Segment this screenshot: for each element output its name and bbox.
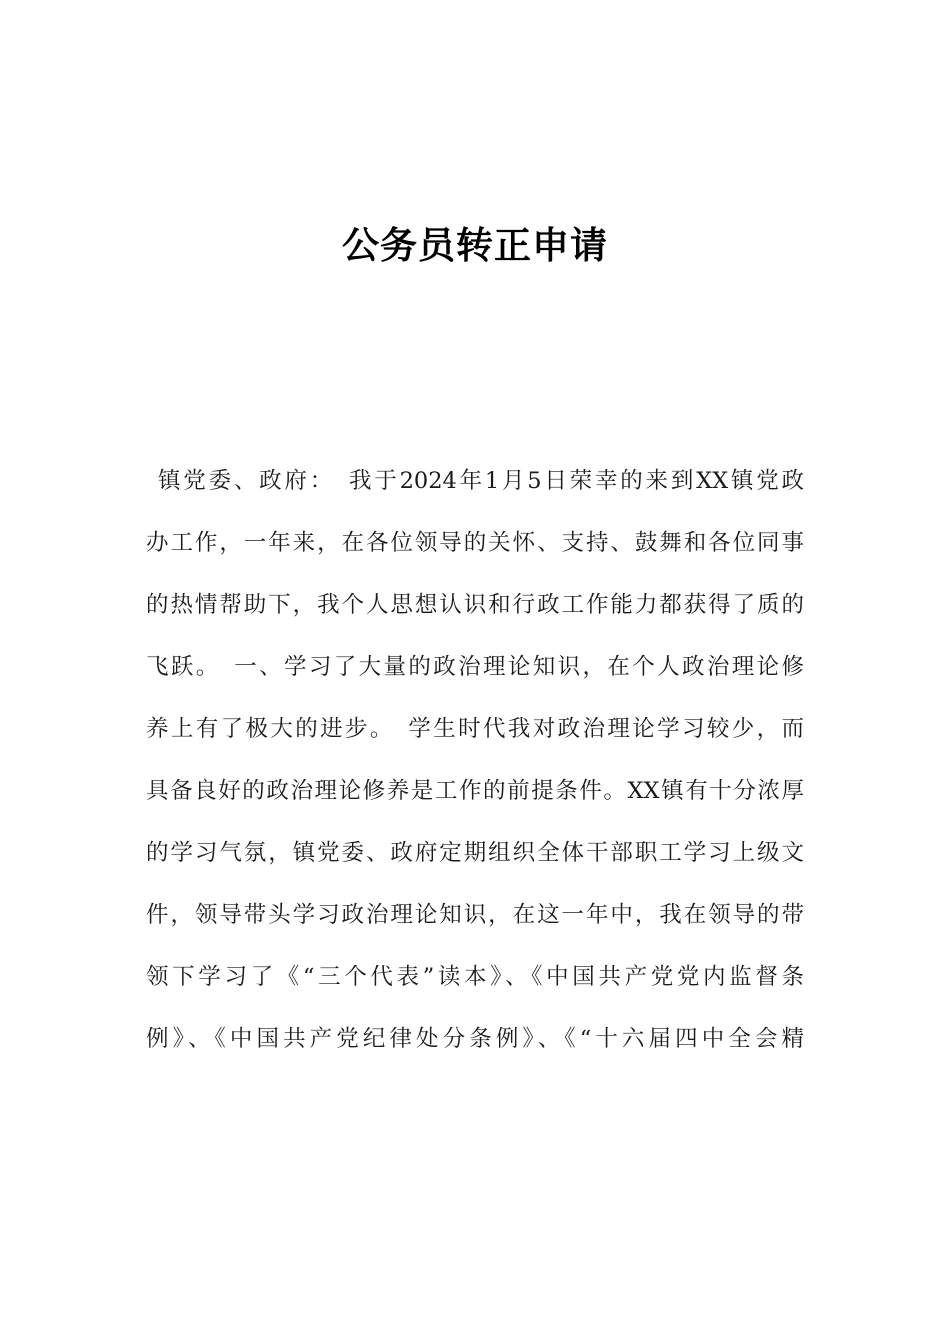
document-body: [146, 450, 826, 1070]
body-line: 领下学习了《“三个代表”读本》、《中国共产党党内监督条: [146, 964, 804, 990]
document-title: 公务员转正申请: [342, 224, 608, 267]
body-line: 办工作，一年来，在各位领导的关怀、支持、鼓舞和各位同事: [146, 530, 804, 556]
body-line: 镇党委、政府： 我于2024年1月5日荣幸的来到XX镇党政: [158, 468, 804, 494]
body-line: 的热情帮助下，我个人思想认识和行政工作能力都获得了质的: [146, 592, 804, 618]
body-line: 养上有了极大的进步。 学生时代我对政治理论学习较少，而: [146, 716, 804, 742]
body-line: 飞跃。 一、学习了大量的政治理论知识，在个人政治理论修: [146, 654, 804, 680]
body-line: 的学习气氛，镇党委、政府定期组织全体干部职工学习上级文: [146, 840, 804, 866]
body-line: 例》、《中国共产党纪律处分条例》、《“十六届四中全会精: [146, 1026, 804, 1052]
body-line: 具备良好的政治理论修养是工作的前提条件。XX镇有十分浓厚: [146, 778, 804, 804]
body-line: 件，领导带头学习政治理论知识，在这一年中，我在领导的带: [146, 902, 804, 928]
